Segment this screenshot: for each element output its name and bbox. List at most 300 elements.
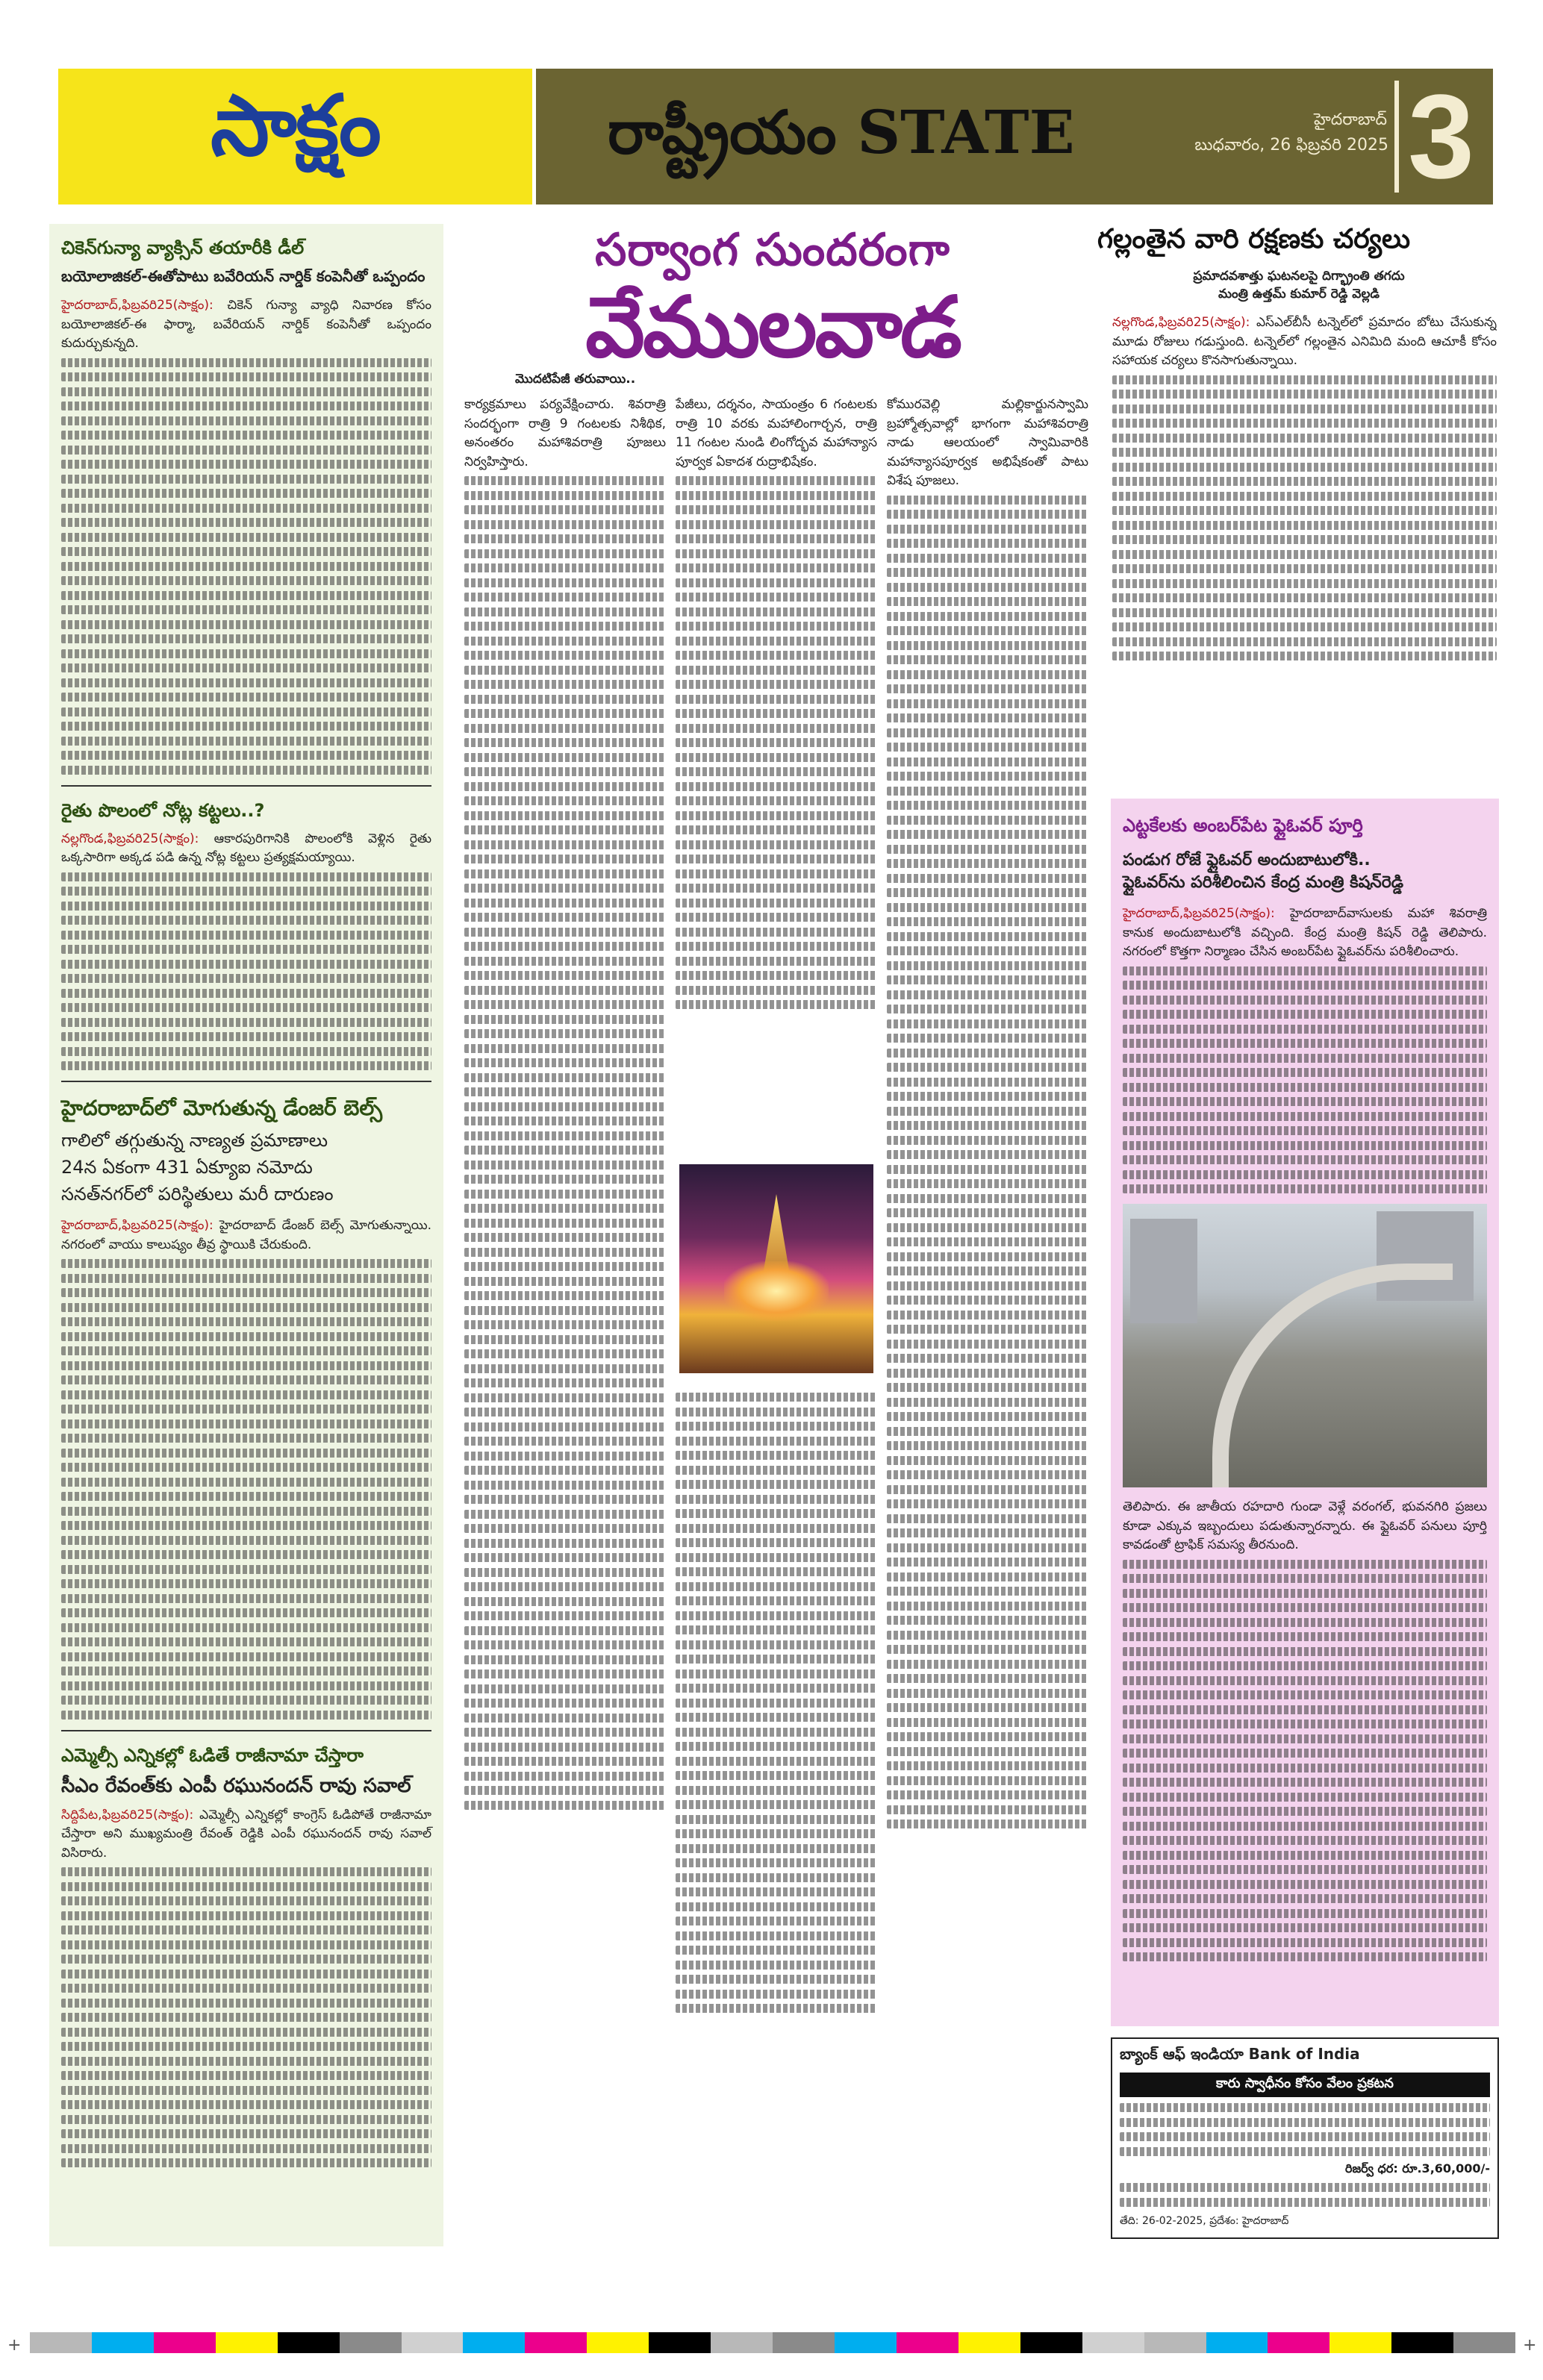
text-line bbox=[464, 520, 666, 529]
text-line bbox=[61, 2057, 431, 2066]
text-line bbox=[464, 1743, 666, 1752]
text-line bbox=[1123, 1865, 1487, 1874]
story-body bbox=[61, 1216, 431, 1255]
text-line bbox=[1123, 1155, 1487, 1164]
text-line bbox=[676, 549, 877, 558]
text-line bbox=[464, 1553, 666, 1562]
text-line bbox=[887, 1121, 1088, 1130]
text-line bbox=[1123, 1068, 1487, 1077]
lead-headline-line1: సర్వాంగ సుందరంగా bbox=[595, 224, 950, 276]
text-line bbox=[61, 974, 431, 983]
text-line bbox=[887, 1441, 1088, 1450]
text-line bbox=[887, 1528, 1088, 1537]
text-line bbox=[464, 1422, 666, 1431]
dateline-city: హైదరాబాద్ bbox=[1314, 110, 1387, 129]
story-headline: హైదరాబాద్‌లో మోగుతున్న డేంజర్ బెల్స్ bbox=[61, 1096, 383, 1120]
continued-label: మొదటిపేజీ తరువాయి.. bbox=[515, 372, 636, 387]
text-line bbox=[887, 1631, 1088, 1640]
text-line bbox=[1112, 652, 1497, 660]
story-headline: గల్లంతైన వారి రక్షణకు చర్యలు bbox=[1097, 224, 1411, 254]
text-line bbox=[676, 505, 877, 514]
text-line bbox=[61, 1018, 431, 1027]
text-line bbox=[464, 1102, 666, 1111]
text-line bbox=[676, 1553, 877, 1562]
text-line bbox=[464, 986, 666, 995]
text-line bbox=[887, 1369, 1088, 1378]
text-line bbox=[1120, 2103, 1490, 2112]
text-line bbox=[676, 767, 877, 776]
text-line bbox=[61, 402, 431, 410]
text-line bbox=[464, 1204, 666, 1213]
text-line bbox=[61, 1317, 431, 1326]
text-line bbox=[464, 1437, 666, 1446]
lead-headline-line2: వేములవాడ bbox=[585, 279, 960, 376]
text-line bbox=[1112, 622, 1497, 631]
text-line bbox=[464, 1568, 666, 1577]
text-line bbox=[464, 971, 666, 980]
text-line bbox=[61, 518, 431, 527]
text-line bbox=[1120, 2132, 1490, 2141]
text-line bbox=[887, 626, 1088, 635]
text-line bbox=[464, 666, 666, 675]
text-line bbox=[676, 1567, 877, 1576]
text-line bbox=[887, 1165, 1088, 1174]
section-band bbox=[536, 69, 1493, 204]
text-line bbox=[676, 899, 877, 908]
text-line bbox=[61, 431, 431, 440]
text-line bbox=[887, 1398, 1088, 1407]
text-line bbox=[887, 1703, 1088, 1712]
text-line bbox=[676, 666, 877, 675]
lead-column-1 bbox=[464, 396, 666, 2243]
text-block bbox=[61, 358, 431, 775]
text-line bbox=[61, 1274, 431, 1283]
text-line bbox=[887, 1019, 1088, 1028]
text-line bbox=[61, 693, 431, 702]
text-line bbox=[464, 1015, 666, 1024]
text-line bbox=[1120, 2118, 1490, 2127]
text-line bbox=[464, 724, 666, 733]
text-line bbox=[676, 1786, 877, 1795]
notice-title: కారు స్వాధీనం కోసం వేలం ప్రకటన bbox=[1120, 2073, 1490, 2097]
text-line bbox=[61, 2129, 431, 2138]
text-line bbox=[676, 1538, 877, 1547]
text-line bbox=[61, 1061, 431, 1070]
text-line bbox=[676, 825, 877, 834]
story-body bbox=[61, 1806, 431, 1864]
text-line bbox=[61, 1434, 431, 1443]
text-line bbox=[676, 1625, 877, 1634]
text-line bbox=[464, 1495, 666, 1504]
text-line bbox=[887, 946, 1088, 955]
text-line bbox=[887, 1485, 1088, 1494]
text-line bbox=[676, 534, 877, 543]
text-line bbox=[61, 663, 431, 672]
text-line bbox=[464, 1058, 666, 1067]
text-line bbox=[887, 1732, 1088, 1741]
story-subhead-line: ప్రమాదవశాత్తు ఘటనలపై దిగ్భ్రాంతి తగదు bbox=[1193, 269, 1405, 284]
story-headline: ఎట్టకేలకు అంబర్‌పేట ఫ్లైఓవర్ పూర్తి bbox=[1123, 815, 1363, 836]
text-line bbox=[464, 593, 666, 602]
registration-mark-icon: + bbox=[1523, 2336, 1537, 2355]
text-line bbox=[1123, 1661, 1487, 1670]
text-line bbox=[464, 1772, 666, 1781]
text-line bbox=[61, 1623, 431, 1632]
text-line bbox=[1123, 1010, 1487, 1019]
text-line bbox=[676, 1000, 877, 1009]
text-line bbox=[676, 651, 877, 660]
story-dateline: హైదరాబాద్,ఫిబ్రవరి25(సాక్షం): bbox=[61, 1218, 213, 1233]
text-line bbox=[676, 1728, 877, 1737]
building-shape bbox=[1130, 1219, 1197, 1323]
text-line bbox=[61, 1390, 431, 1399]
text-line bbox=[887, 1645, 1088, 1654]
text-line bbox=[887, 670, 1088, 679]
text-line bbox=[676, 1611, 877, 1620]
text-line bbox=[887, 787, 1088, 796]
story-body bbox=[61, 830, 431, 868]
text-line bbox=[676, 1640, 877, 1649]
story-text: హైదరాబాద్‌వాసులకు మహా శివరాత్రి కానుక అందుబాటులోకి వచ్చింది. కేంద్ర మంత్రి కిషన్ రెడ్డి తెలిపారు. నగరంలో కొత్తగా నిర్మాణం చేసిన అంబర్‌పేట ఫ్లైఓవర్‌ను పరిశీలించారు. bbox=[1123, 906, 1487, 959]
story-dateline: హైదరాబాద్,ఫిబ్రవరి25(సాక్షం): bbox=[1123, 906, 1275, 921]
story-text: ఎస్ఎల్‌బీసీ టన్నెల్‌లో ప్రమాదం బోటు చేసుకున్న మూడు రోజులు గడుస్తుంది. టన్నెల్‌లో గల్లంతైన ఎనిమిది మంది ఆచూకీ కోసం సహాయక చర్యలు కొనసాగుతున్నాయి. bbox=[1112, 315, 1497, 368]
text-line bbox=[887, 1107, 1088, 1116]
text-line bbox=[887, 1136, 1088, 1145]
text-line bbox=[676, 1408, 877, 1417]
text-line bbox=[676, 855, 877, 863]
lead-column-2-bottom bbox=[676, 1388, 877, 2243]
text-line bbox=[676, 1655, 877, 1664]
text-line bbox=[1112, 593, 1497, 602]
text-line bbox=[1112, 535, 1497, 544]
text-line bbox=[464, 1393, 666, 1402]
text-line bbox=[1123, 1112, 1487, 1121]
text-line bbox=[676, 593, 877, 602]
story-subhead: బయోలాజికల్-ఈతోపాటు బవేరియన్ నార్డిక్ కంపెనీతో ఒప్పందం bbox=[61, 267, 426, 285]
text-line bbox=[464, 855, 666, 863]
text-line bbox=[676, 1713, 877, 1722]
text-line bbox=[61, 416, 431, 425]
text-line bbox=[676, 1509, 877, 1518]
text-line bbox=[61, 872, 431, 881]
masthead bbox=[58, 69, 1493, 204]
text-line bbox=[887, 1602, 1088, 1611]
text-line bbox=[887, 1470, 1088, 1479]
text-line bbox=[1123, 1141, 1487, 1150]
text-line bbox=[887, 1514, 1088, 1523]
text-line bbox=[887, 888, 1088, 897]
text-line bbox=[464, 1611, 666, 1620]
story-subhead: గాలిలో తగ్గుతున్న నాణ్యత ప్రమాణాలు bbox=[61, 1130, 328, 1151]
text-line bbox=[61, 1565, 431, 1574]
text-line bbox=[1123, 1039, 1487, 1048]
text-line bbox=[887, 1354, 1088, 1363]
text-line bbox=[464, 1786, 666, 1795]
story-text: కోమురవెల్లి మల్లికార్జునస్వామి బ్రహ్మోత్సవాల్లో భాగంగా మహాశివరాత్రి నాడు ఆలయంలో స్వామివారికి మహాన్యాసపూర్వక అభిషేకంతో పాటు విశేష పూజలు. bbox=[887, 397, 1088, 488]
text-line bbox=[1112, 477, 1497, 486]
text-line bbox=[61, 1940, 431, 1949]
text-line bbox=[464, 608, 666, 616]
text-line bbox=[676, 1946, 877, 1955]
text-line bbox=[887, 1660, 1088, 1669]
text-line bbox=[676, 1800, 877, 1809]
text-line bbox=[61, 475, 431, 484]
text-line bbox=[464, 942, 666, 951]
bank-notice-ad bbox=[1111, 2037, 1499, 2239]
text-line bbox=[887, 728, 1088, 737]
text-line bbox=[676, 1858, 877, 1867]
text-line bbox=[464, 1524, 666, 1533]
text-line bbox=[61, 2100, 431, 2109]
text-line bbox=[887, 1150, 1088, 1159]
text-line bbox=[887, 568, 1088, 577]
text-line bbox=[464, 928, 666, 937]
text-line bbox=[464, 1190, 666, 1199]
text-line bbox=[61, 1652, 431, 1661]
text-line bbox=[61, 2144, 431, 2153]
text-line bbox=[464, 1161, 666, 1169]
section-title: రాష్ట్రీయం STATE bbox=[608, 97, 1075, 167]
text-line bbox=[61, 1882, 431, 1891]
story-dateline: హైదరాబాద్,ఫిబ్రవరి25(సాక్షం): bbox=[61, 298, 213, 313]
text-line bbox=[887, 874, 1088, 883]
text-line bbox=[676, 1829, 877, 1838]
text-line bbox=[1123, 1126, 1487, 1135]
text-line bbox=[676, 1990, 877, 1999]
text-line bbox=[61, 887, 431, 896]
story-dateline: నల్లగొండ,ఫిబ్రవరి25(సాక్షం): bbox=[61, 831, 199, 846]
text-line bbox=[464, 840, 666, 849]
text-line bbox=[676, 520, 877, 529]
text-line bbox=[464, 1699, 666, 1708]
text-line bbox=[61, 1550, 431, 1559]
text-line bbox=[464, 1452, 666, 1461]
bank-logo-text: బ్యాంక్ ఆఫ్ ఇండియా Bank of India bbox=[1120, 2045, 1360, 2063]
text-line bbox=[61, 931, 431, 940]
text-line bbox=[61, 1449, 431, 1458]
text-line bbox=[61, 722, 431, 731]
text-line bbox=[464, 1626, 666, 1635]
text-line bbox=[61, 1955, 431, 1964]
text-line bbox=[61, 1405, 431, 1414]
text-line bbox=[464, 1248, 666, 1257]
text-line bbox=[887, 699, 1088, 708]
story-text: పేజీలు, దర్శనం, సాయంత్రం 6 గంటలకు రాత్రి 10 వరకు మహాలింగార్చన, రాత్రి 11 గంటల నుండి లింగోద్భవ మహాన్యాస పూర్వక ఏకాదశ రుద్రాభిషేకం. bbox=[676, 397, 877, 469]
text-line bbox=[676, 782, 877, 791]
text-line bbox=[464, 1466, 666, 1475]
text-line bbox=[1123, 1749, 1487, 1758]
text-line bbox=[887, 1427, 1088, 1436]
text-line bbox=[887, 975, 1088, 984]
text-line bbox=[676, 1902, 877, 1911]
text-line bbox=[1112, 448, 1497, 457]
text-line bbox=[1123, 1938, 1487, 1947]
story-text: హైదరాబాద్ డేంజర్ బెల్స్ మోగుతున్నాయి. నగరంలో వాయు కాలుష్యం తీవ్ర స్థాయికి చేరుకుంది. bbox=[61, 1218, 431, 1252]
text-line bbox=[676, 869, 877, 878]
text-line bbox=[1123, 1734, 1487, 1743]
text-line bbox=[887, 525, 1088, 534]
text-line bbox=[61, 960, 431, 969]
text-line bbox=[676, 1596, 877, 1605]
text-line bbox=[61, 547, 431, 556]
text-line bbox=[676, 1844, 877, 1853]
text-line bbox=[1123, 1764, 1487, 1772]
registration-mark-icon: + bbox=[7, 2336, 22, 2355]
text-line bbox=[464, 899, 666, 908]
text-line bbox=[887, 772, 1088, 781]
text-line bbox=[887, 1325, 1088, 1334]
text-line bbox=[1123, 1690, 1487, 1699]
story-subhead: ఫ్లైఓవర్‌ను పరిశీలించిన కేంద్ర మంత్రి కిషన్‌రెడ్డి bbox=[1123, 873, 1404, 892]
text-block bbox=[61, 1259, 431, 1720]
text-line bbox=[887, 743, 1088, 752]
text-line bbox=[676, 942, 877, 951]
text-line bbox=[887, 830, 1088, 839]
text-line bbox=[1123, 981, 1487, 990]
text-line bbox=[61, 1867, 431, 1876]
text-line bbox=[464, 1000, 666, 1009]
text-line bbox=[887, 990, 1088, 999]
text-line bbox=[887, 961, 1088, 970]
lights-glow-shape bbox=[724, 1261, 829, 1321]
text-line bbox=[464, 957, 666, 966]
text-line bbox=[1123, 1923, 1487, 1932]
text-line bbox=[61, 1925, 431, 1934]
text-line bbox=[676, 971, 877, 980]
text-line bbox=[887, 1179, 1088, 1188]
text-line bbox=[464, 622, 666, 631]
text-line bbox=[676, 2004, 877, 2013]
text-line bbox=[61, 504, 431, 513]
text-line bbox=[1123, 1952, 1487, 1961]
story-subhead: పండుగ రోజే ఫ్లైఓవర్ అందుబాటులోకి.. bbox=[1123, 851, 1371, 869]
text-line bbox=[1112, 637, 1497, 646]
notice-footer: తేది: 26-02-2025, ప్రదేశం: హైదరాబాద్ bbox=[1120, 2215, 1289, 2227]
text-line bbox=[61, 533, 431, 542]
text-line bbox=[1112, 521, 1497, 530]
text-line bbox=[887, 1616, 1088, 1625]
text-line bbox=[676, 1917, 877, 1925]
text-line bbox=[887, 903, 1088, 912]
text-line bbox=[61, 591, 431, 600]
text-line bbox=[61, 1375, 431, 1384]
text-line bbox=[61, 605, 431, 614]
text-line bbox=[464, 505, 666, 514]
text-line bbox=[676, 753, 877, 762]
text-line bbox=[464, 476, 666, 485]
lead-column-2-top bbox=[676, 396, 877, 1157]
text-line bbox=[676, 1873, 877, 1882]
text-line bbox=[676, 1480, 877, 1489]
text-line bbox=[1123, 1083, 1487, 1092]
text-line bbox=[887, 1237, 1088, 1246]
text-line bbox=[61, 1681, 431, 1690]
text-line bbox=[464, 767, 666, 776]
text-line bbox=[887, 801, 1088, 810]
text-line bbox=[676, 1975, 877, 1984]
text-line bbox=[464, 1481, 666, 1490]
text-line bbox=[676, 1961, 877, 1970]
text-line bbox=[464, 1029, 666, 1038]
text-line bbox=[676, 796, 877, 805]
text-line bbox=[1123, 1676, 1487, 1685]
text-line bbox=[887, 1208, 1088, 1217]
text-line bbox=[887, 1281, 1088, 1290]
text-line bbox=[676, 491, 877, 500]
text-line bbox=[676, 1742, 877, 1751]
text-line bbox=[1112, 419, 1497, 428]
text-line bbox=[464, 578, 666, 587]
text-line bbox=[676, 1451, 877, 1460]
text-line bbox=[887, 845, 1088, 854]
flyover-deck-shape bbox=[1212, 1264, 1453, 1487]
text-line bbox=[464, 913, 666, 922]
divider bbox=[61, 785, 431, 787]
text-line bbox=[61, 1303, 431, 1312]
text-line bbox=[61, 358, 431, 367]
text-line bbox=[887, 1092, 1088, 1101]
text-line bbox=[61, 1478, 431, 1487]
text-line bbox=[61, 1667, 431, 1675]
text-line bbox=[1123, 1720, 1487, 1728]
text-line bbox=[464, 753, 666, 762]
text-line bbox=[1123, 966, 1487, 975]
text-line bbox=[61, 945, 431, 954]
text-line bbox=[1123, 1170, 1487, 1179]
text-line bbox=[61, 1984, 431, 1993]
text-line bbox=[887, 1005, 1088, 1013]
text-line bbox=[1123, 1184, 1487, 1193]
text-line bbox=[464, 1320, 666, 1329]
text-line bbox=[676, 709, 877, 718]
text-line bbox=[887, 1558, 1088, 1567]
story-headline: రైతు పొలంలో నోట్ల కట్టలు..? bbox=[61, 799, 265, 821]
text-line bbox=[464, 1146, 666, 1155]
text-line bbox=[464, 1539, 666, 1548]
newspaper-logo bbox=[58, 69, 532, 204]
text-line bbox=[464, 695, 666, 704]
text-line bbox=[887, 1078, 1088, 1087]
text-line bbox=[61, 1032, 431, 1041]
story-text: తెలిపారు. ఈ జాతీయ రహదారి గుండా వెళ్లే వరంగల్, భువనగిరి ప్రజలు కూడా ఎక్కువ ఇబ్బందులు పడుతున్నారన్నారు. ఈ ఫ్లైఓవర్ పనులు పూర్తి కావడంతో ట్రాఫిక్ సమస్య తీరనుంది. bbox=[1123, 1499, 1487, 1552]
text-line bbox=[61, 1896, 431, 1905]
text-line bbox=[887, 1194, 1088, 1203]
text-block bbox=[61, 872, 431, 1071]
story-text: కార్యక్రమాలు పర్యవేక్షించారు. శివరాత్రి సందర్భంగా రాత్రి 9 గంటలకు నిశీథిక, అనంతరం మహాశివరాత్రి పూజలు నిర్వహిస్తారు. bbox=[464, 397, 666, 469]
text-line bbox=[887, 1252, 1088, 1261]
text-line bbox=[464, 1714, 666, 1722]
text-line bbox=[61, 2028, 431, 2037]
text-line bbox=[676, 1422, 877, 1431]
text-line bbox=[464, 1277, 666, 1286]
text-line bbox=[1112, 463, 1497, 472]
story-subhead bbox=[1150, 267, 1448, 303]
text-line bbox=[464, 637, 666, 646]
text-line bbox=[887, 1674, 1088, 1683]
text-line bbox=[464, 1306, 666, 1315]
logo-text: సాక్షం bbox=[211, 78, 380, 175]
text-line bbox=[887, 1543, 1088, 1552]
text-line bbox=[1123, 1097, 1487, 1106]
text-line bbox=[676, 1582, 877, 1591]
text-line bbox=[676, 1437, 877, 1446]
story-headline: ఎమ్మెల్సీ ఎన్నికల్లో ఓడితే రాజీనామా చేస్తారా bbox=[61, 1744, 364, 1766]
text-line bbox=[61, 649, 431, 658]
text-line bbox=[887, 510, 1088, 519]
text-line bbox=[887, 554, 1088, 563]
text-line bbox=[676, 1524, 877, 1533]
text-line bbox=[464, 1219, 666, 1228]
